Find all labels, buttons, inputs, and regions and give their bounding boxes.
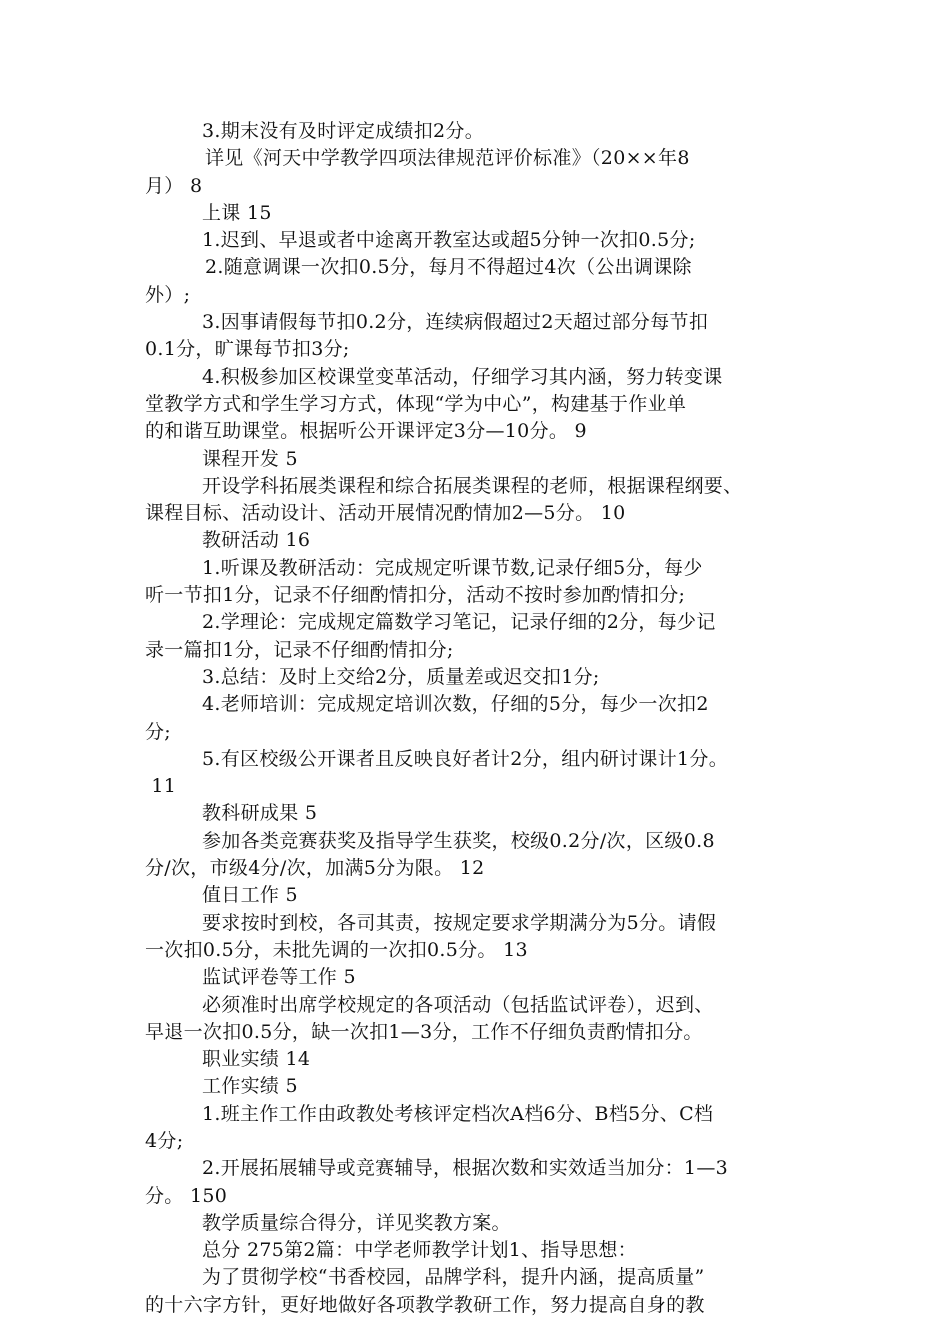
text-line: 为了贯彻学校“书香校园，品牌学科，提升内涵，提高质量” (202, 1266, 705, 1289)
text-line: 分。 150 (145, 1184, 228, 1207)
text-line: 3.因事请假每节扣0.2分，连续病假超过2天超过部分每节扣 (202, 311, 709, 334)
text-line: 详见《河天中学教学四项法律规范评价标准》（20××年8 (205, 147, 690, 170)
section-heading: 教研活动 16 (202, 529, 311, 552)
text-line: 堂教学方式和学生学习方式，体现“学为中心”，构建基于作业单 (145, 392, 687, 415)
text-line: 0.1分，旷课每节扣3分; (145, 338, 350, 361)
text-line: 听一节扣1分，记录不仔细酌情扣分，活动不按时参加酌情扣分; (145, 584, 686, 607)
text-line: 参加各类竞赛获奖及指导学生获奖，校级0.2分/次，区级0.8 (202, 829, 715, 852)
text-line: 开设学科拓展类课程和综合拓展类课程的老师，根据课程纲要、 (202, 474, 743, 497)
text-line: 分/次，市级4分/次，加满5分为限。 12 (145, 857, 485, 880)
text-line: 2.随意调课一次扣0.5分，每月不得超过4次（公出调课除 (205, 256, 692, 279)
text-line: 4分; (145, 1129, 184, 1152)
text-line: 3.总结：及时上交给2分，质量差或迟交扣1分; (202, 665, 600, 688)
text-line: 的十六字方针，更好地做好各项教学教研工作，努力提高自身的教 (145, 1293, 705, 1316)
text-line: 1.听课及教研活动：完成规定听课节数,记录仔细5分，每少 (202, 556, 703, 579)
section-heading: 上课 15 (202, 201, 272, 224)
text-line: 3.期末没有及时评定成绩扣2分。 (202, 120, 485, 142)
section-heading: 值日工作 5 (202, 884, 298, 907)
text-line: 2.学理论：完成规定篇数学习笔记，记录仔细的2分，每少记 (202, 611, 716, 634)
document-body (145, 118, 810, 1319)
text-line: 要求按时到校，各司其责，按规定要求学期满分为5分。请假 (202, 911, 717, 934)
section-heading: 监试评卷等工作 5 (202, 966, 356, 989)
text-line: 1.迟到、早退或者中途离开教室达或超5分钟一次扣0.5分; (202, 229, 696, 252)
text-line: 总分 275第2篇：中学老师教学计划1、指导思想： (202, 1239, 637, 1262)
section-heading: 教科研成果 5 (202, 802, 318, 825)
text-line: 5.有区校级公开课者且反映良好者计2分，组内研讨课计1分。 (202, 747, 729, 770)
text-line: 教学质量综合得分，详见奖教方案。 (202, 1211, 511, 1234)
text-line: 早退一次扣0.5分，缺一次扣1—3分，工作不仔细负责酌情扣分。 (145, 1020, 703, 1043)
text-line: 月） 8 (145, 174, 203, 197)
text-line: 1.班主作工作由政教处考核评定档次A档6分、B档5分、C档 (202, 1102, 714, 1125)
text-line: 录一篇扣1分，记录不仔细酌情扣分; (145, 638, 454, 661)
text-line: 必须准时出席学校规定的各项活动（包括监试评卷），迟到、 (202, 993, 714, 1016)
text-line: 课程目标、活动设计、活动开展情况酌情加2—5分。 10 (145, 502, 626, 525)
text-line: 的和谐互助课堂。根据听公开课评定3分—10分。 9 (145, 420, 587, 443)
text-line: 11 (145, 775, 177, 798)
text-line: 4.老师培训：完成规定培训次数，仔细的5分，每少一次扣2 (202, 693, 709, 716)
text-line: 4.积极参加区校课堂变革活动，仔细学习其内涵，努力转变课 (202, 365, 723, 388)
section-heading: 课程开发 5 (202, 447, 298, 470)
section-heading: 职业实绩 14 (202, 1048, 311, 1071)
text-line: 分; (145, 720, 172, 743)
text-line: 一次扣0.5分，未批先调的一次扣0.5分。 13 (145, 938, 528, 961)
text-line: 2.开展拓展辅导或竞赛辅导，根据次数和实效适当加分：1—3 (202, 1157, 729, 1180)
text-line: 外）; (145, 283, 191, 306)
section-heading: 工作实绩 5 (202, 1075, 298, 1098)
